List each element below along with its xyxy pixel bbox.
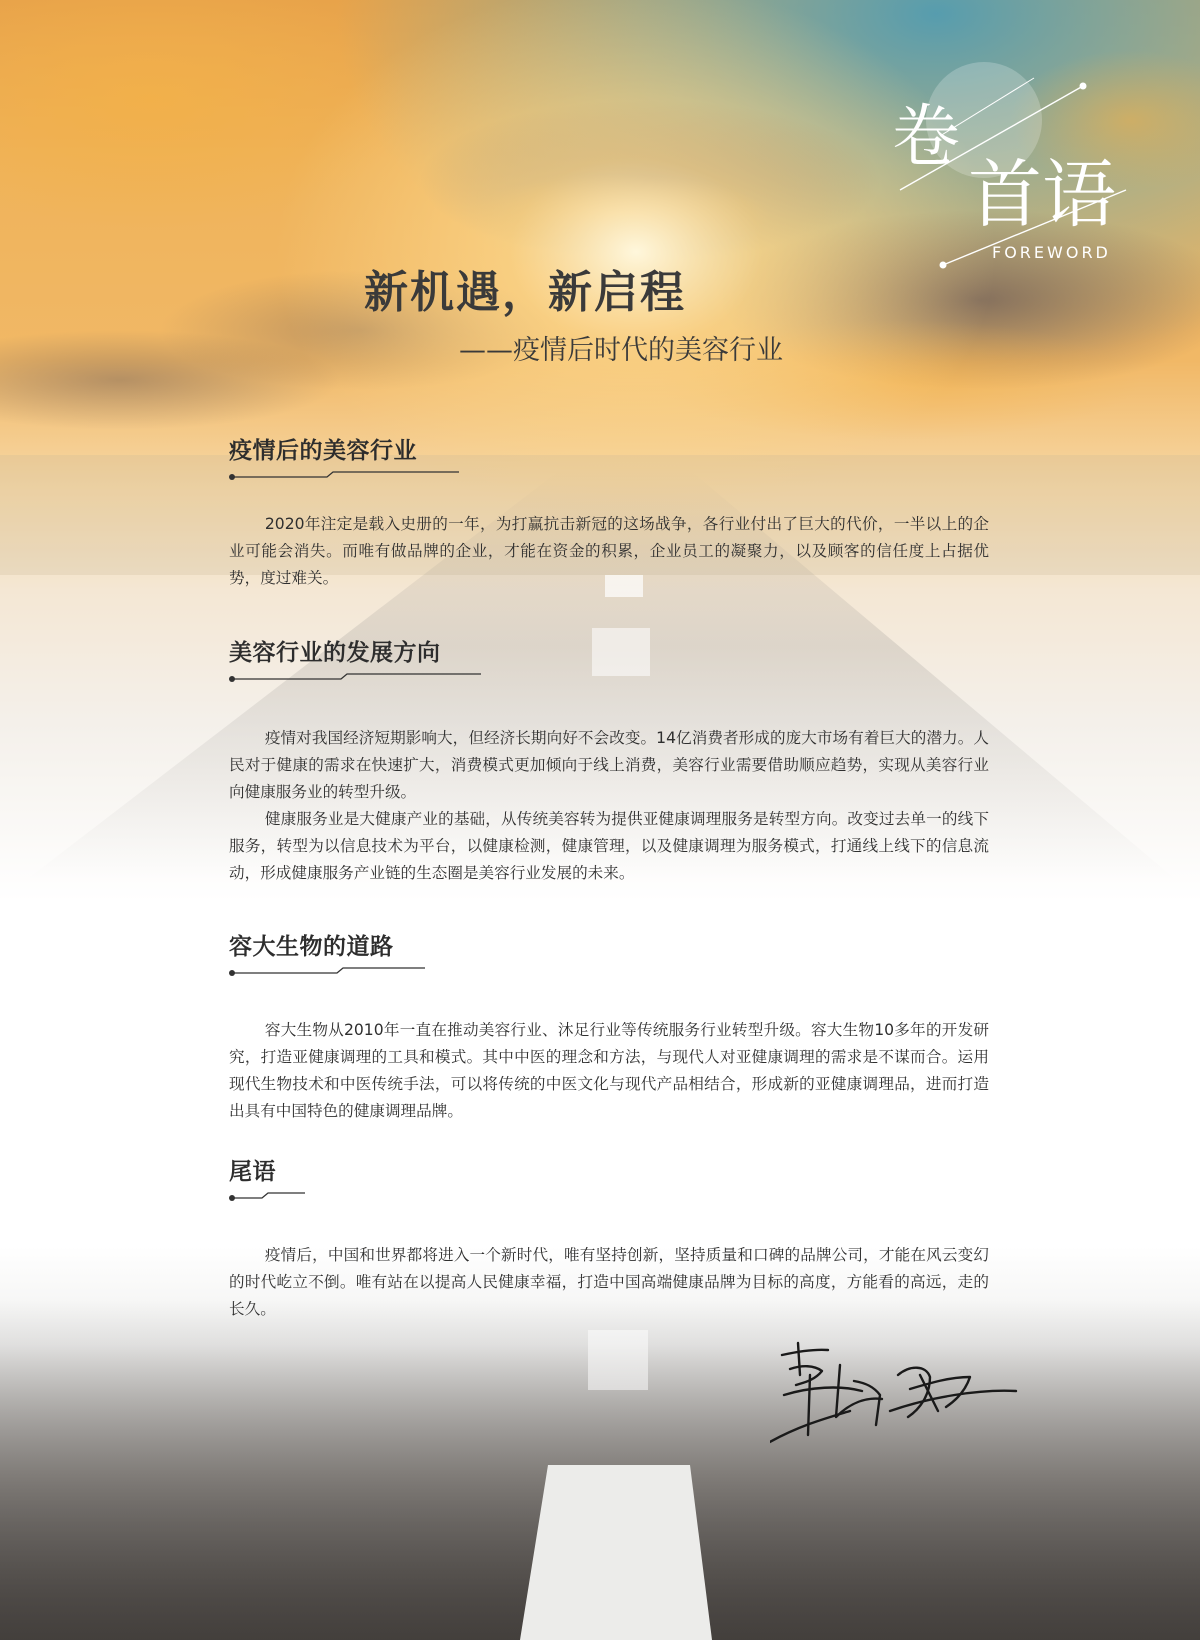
section-rongda-road bbox=[229, 928, 989, 1125]
section-paragraph: 疫情后，中国和世界都将进入一个新时代，唯有坚持创新，坚持质量和口碑的品牌公司，才能在风云变幻的时代屹立不倒。唯有站在以提高人民健康幸福，打造中国高端健康品牌为目标的高度，方能看的高远，走的长久。 bbox=[229, 1246, 989, 1318]
heading-underline bbox=[229, 471, 469, 481]
heading-underline bbox=[229, 1192, 329, 1202]
page-subtitle: ——疫情后时代的美容行业 bbox=[459, 335, 783, 366]
section-after-epidemic bbox=[229, 432, 989, 592]
heading-underline bbox=[229, 967, 449, 977]
section-paragraph: 2020年注定是载入史册的一年，为打赢抗击新冠的这场战争，各行业付出了巨大的代价，一半以上的企业可能会消失。而唯有做品牌的企业，才能在资金的积累，企业员工的凝聚力，以及顾客的信任度上占据优势，度过难关。 bbox=[229, 515, 989, 587]
section-development-direction bbox=[229, 634, 989, 887]
section-heading: 容大生物的道路 bbox=[229, 934, 394, 960]
section-epilogue bbox=[229, 1153, 989, 1323]
handwritten-signature-icon bbox=[770, 1325, 1020, 1455]
section-heading: 美容行业的发展方向 bbox=[229, 640, 441, 666]
section-paragraph: 疫情对我国经济短期影响大，但经济长期向好不会改变。14亿消费者形成的庞大市场有着巨大的潜力。人民对于健康的需求在快速扩大，消费模式更加倾向于线上消费，美容行业需要借助顺应趋势，实现从美容行业向健康服务业的转型升级。 bbox=[229, 729, 989, 801]
section-heading: 尾语 bbox=[229, 1159, 276, 1185]
section-paragraph: 容大生物从2010年一直在推动美容行业、沐足行业等传统服务行业转型升级。容大生物10多年的开发研究，打造亚健康调理的工具和模式。其中中医的理念和方法，与现代人对亚健康调理的需求是不谋而合。运用现代生物技术和中医传统手法，可以将传统的中医文化与现代产品相结合，形成新的亚健康调理品，进而打造出具有中国特色的健康调理品牌。 bbox=[229, 1021, 989, 1120]
badge-english: FOREWORD bbox=[992, 243, 1111, 262]
page-title: 新机遇，新启程 bbox=[364, 267, 686, 318]
badge-char-shouyu: 首语 bbox=[968, 152, 1116, 238]
section-heading: 疫情后的美容行业 bbox=[229, 438, 417, 464]
badge-char-juan: 卷 bbox=[892, 98, 961, 177]
section-paragraph: 健康服务业是大健康产业的基础，从传统美容转为提供亚健康调理服务是转型方向。改变过去单一的线下服务，转型为以信息技术为平台，以健康检测，健康管理，以及健康调理为服务模式，打通线上线下的信息流动，形成健康服务产业链的生态圈是美容行业发展的未来。 bbox=[229, 810, 989, 882]
foreword-badge bbox=[880, 60, 1180, 280]
heading-underline bbox=[229, 673, 489, 683]
